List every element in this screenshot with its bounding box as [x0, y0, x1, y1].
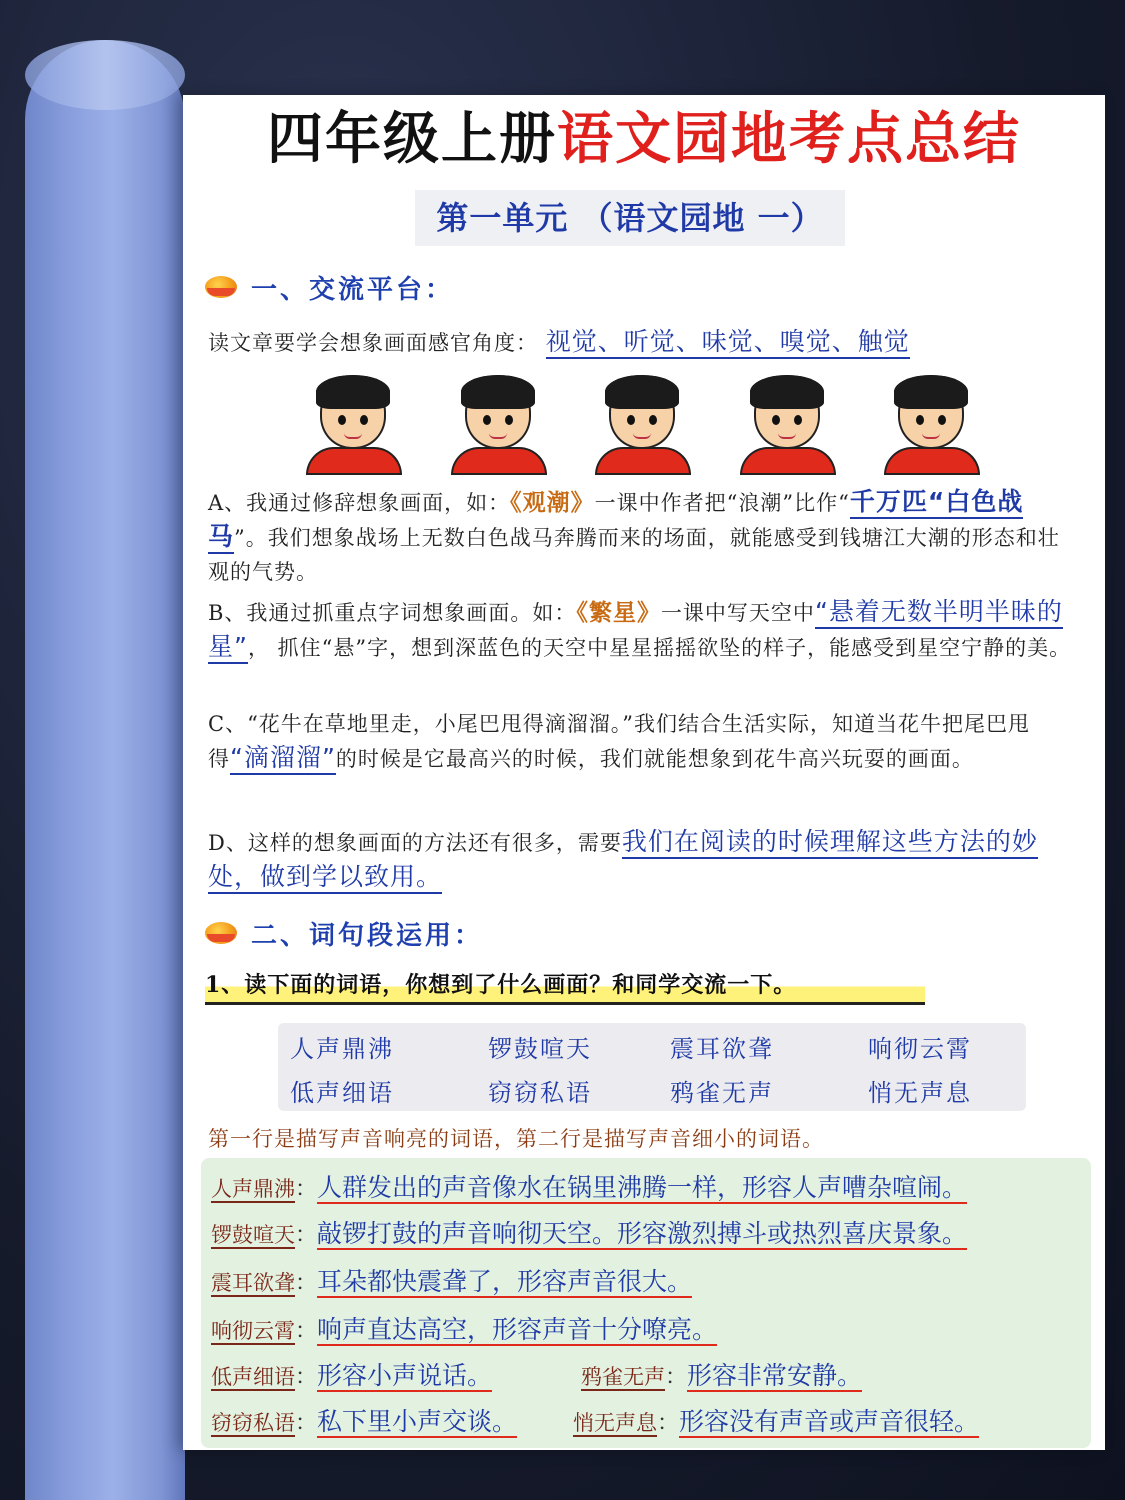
definition-row [211, 1168, 967, 1204]
para-a-post: ”。我们想象战场上无数白色战马奔腾而来的场面，就能感受到钱塘江大潮的形态和壮观的气势。 [208, 526, 1060, 584]
word-item: 震耳欲聋 [670, 1035, 774, 1063]
definition-term: 悄无声息 [573, 1411, 657, 1435]
word-item: 锣鼓喧天 [488, 1035, 592, 1063]
para-b-mid: 一课中写天空中 [660, 601, 815, 625]
definition-term: 响彻云霄 [211, 1319, 295, 1343]
para-c-pre: C、“花牛在草地里走，小尾巴甩得滴溜溜。”我们结合生活实际，知道当花牛把尾巴甩得 [208, 712, 1031, 771]
definition-text: 形容小声说话。 [317, 1361, 493, 1390]
kid-hearing-icon [298, 375, 410, 475]
paper-roll [25, 40, 185, 1500]
definition-row [211, 1262, 692, 1298]
colon: ： [657, 1411, 680, 1436]
definition-term: 鸦雀无声 [581, 1365, 665, 1389]
para-d-pre: D、这样的想象画面的方法还有很多，需要 [208, 831, 622, 855]
colon: ： [665, 1365, 688, 1390]
senses-intro-value: 视觉、听觉、味觉、嗅觉、触觉 [546, 327, 910, 359]
definitions-box [201, 1158, 1091, 1448]
word-list-note: 第一行是描写声音响亮的词语，第二行是描写声音细小的词语。 [208, 1127, 824, 1151]
book-fanxing: 《繁星》 [576, 599, 661, 626]
senses-intro [208, 325, 1073, 360]
colon: ： [295, 1271, 318, 1296]
title-part2: 语文园地考点总结 [557, 107, 1021, 172]
question-1: 1、读下面的词语，你想到了什么画面？和同学交流一下。 [205, 968, 925, 1005]
word-list-box [278, 1023, 1026, 1111]
definition-term: 窃窃私语 [211, 1411, 295, 1435]
section2-heading-text: 二、词句段运用： [251, 920, 484, 951]
word-item: 窃窃私语 [488, 1079, 592, 1107]
page-title [183, 105, 1105, 175]
section1-heading-text: 一、交流平台： [251, 274, 455, 305]
pie-icon [205, 922, 237, 944]
word-item: 人声鼎沸 [290, 1035, 394, 1063]
kid-touching-icon [587, 375, 699, 475]
definition-row [573, 1402, 979, 1438]
para-a-mid: 一课中作者把“浪潮”比作“ [594, 491, 850, 515]
word-item: 鸦雀无声 [670, 1079, 774, 1107]
para-c-highlight: “滴溜溜” [230, 743, 336, 775]
colon: ： [295, 1177, 318, 1202]
definition-row [581, 1356, 862, 1392]
definition-term: 锣鼓喧天 [211, 1223, 295, 1247]
paragraph-c [208, 707, 1073, 776]
definition-text: 耳朵都快震聋了，形容声音很大。 [317, 1267, 693, 1296]
colon: ： [295, 1365, 318, 1390]
definition-text: 响声直达高空，形容声音十分嘹亮。 [317, 1315, 718, 1344]
definition-row [211, 1356, 492, 1392]
para-b-highlight: “悬着无数半明半昧的星” [208, 597, 1063, 664]
word-item: 悄无声息 [868, 1079, 972, 1107]
para-a-highlight: 千万匹“白色战马 [208, 487, 1023, 554]
pie-icon [205, 276, 237, 298]
senses-intro-label: 读文章要学会想象画面感官角度： [208, 331, 538, 355]
kid-seeing-icon [443, 375, 555, 475]
kid-tasting-icon [876, 375, 988, 475]
paragraph-a [208, 485, 1073, 589]
para-b-post: ， 抓住“悬”字，想到深蓝色的天空中星星摇摇欲坠的样子，能感受到星空宁静的美。 [247, 636, 1072, 660]
para-b-pre: B、我通过抓重点字词想象画面。如： [208, 601, 577, 625]
definition-term: 低声细语 [211, 1365, 295, 1389]
paragraph-d [208, 825, 1073, 895]
definition-row [211, 1214, 967, 1250]
document-page [183, 95, 1105, 1450]
para-a-pre: A、我通过修辞想象画面，如： [208, 491, 511, 515]
definition-text: 形容没有声音或声音很轻。 [679, 1407, 980, 1436]
section1-heading [205, 267, 454, 307]
colon: ： [295, 1319, 318, 1344]
colon: ： [295, 1411, 318, 1436]
word-item: 低声细语 [290, 1079, 394, 1107]
definition-text: 私下里小声交谈。 [317, 1407, 518, 1436]
definition-row [211, 1310, 717, 1346]
paper-roll-top [25, 40, 185, 110]
word-item: 响彻云霄 [868, 1035, 972, 1063]
section2-heading [205, 913, 483, 953]
title-part1: 四年级上册 [267, 107, 557, 172]
definition-term: 人声鼎沸 [211, 1177, 295, 1201]
definition-text: 敲锣打鼓的声音响彻天空。形容激烈搏斗或热烈喜庆景象。 [317, 1219, 968, 1248]
definition-row [211, 1402, 517, 1438]
definition-text: 形容非常安静。 [687, 1361, 863, 1390]
colon: ： [295, 1223, 318, 1248]
para-d-highlight: 我们在阅读的时候理解这些方法的妙处，做到学以致用。 [208, 827, 1038, 894]
kid-smelling-icon [732, 375, 844, 475]
book-guanchao: 《观潮》 [510, 489, 595, 516]
definition-text: 人群发出的声音像水在锅里沸腾一样，形容人声嘈杂喧闹。 [317, 1173, 968, 1202]
unit-heading: 第一单元 （语文园地 一） [415, 190, 845, 246]
para-c-post: 的时候是它最高兴的时候，我们就能想象到花牛高兴玩耍的画面。 [335, 747, 974, 771]
paragraph-b [208, 595, 1073, 665]
definition-term: 震耳欲聋 [211, 1271, 295, 1295]
senses-illustration [298, 375, 988, 475]
